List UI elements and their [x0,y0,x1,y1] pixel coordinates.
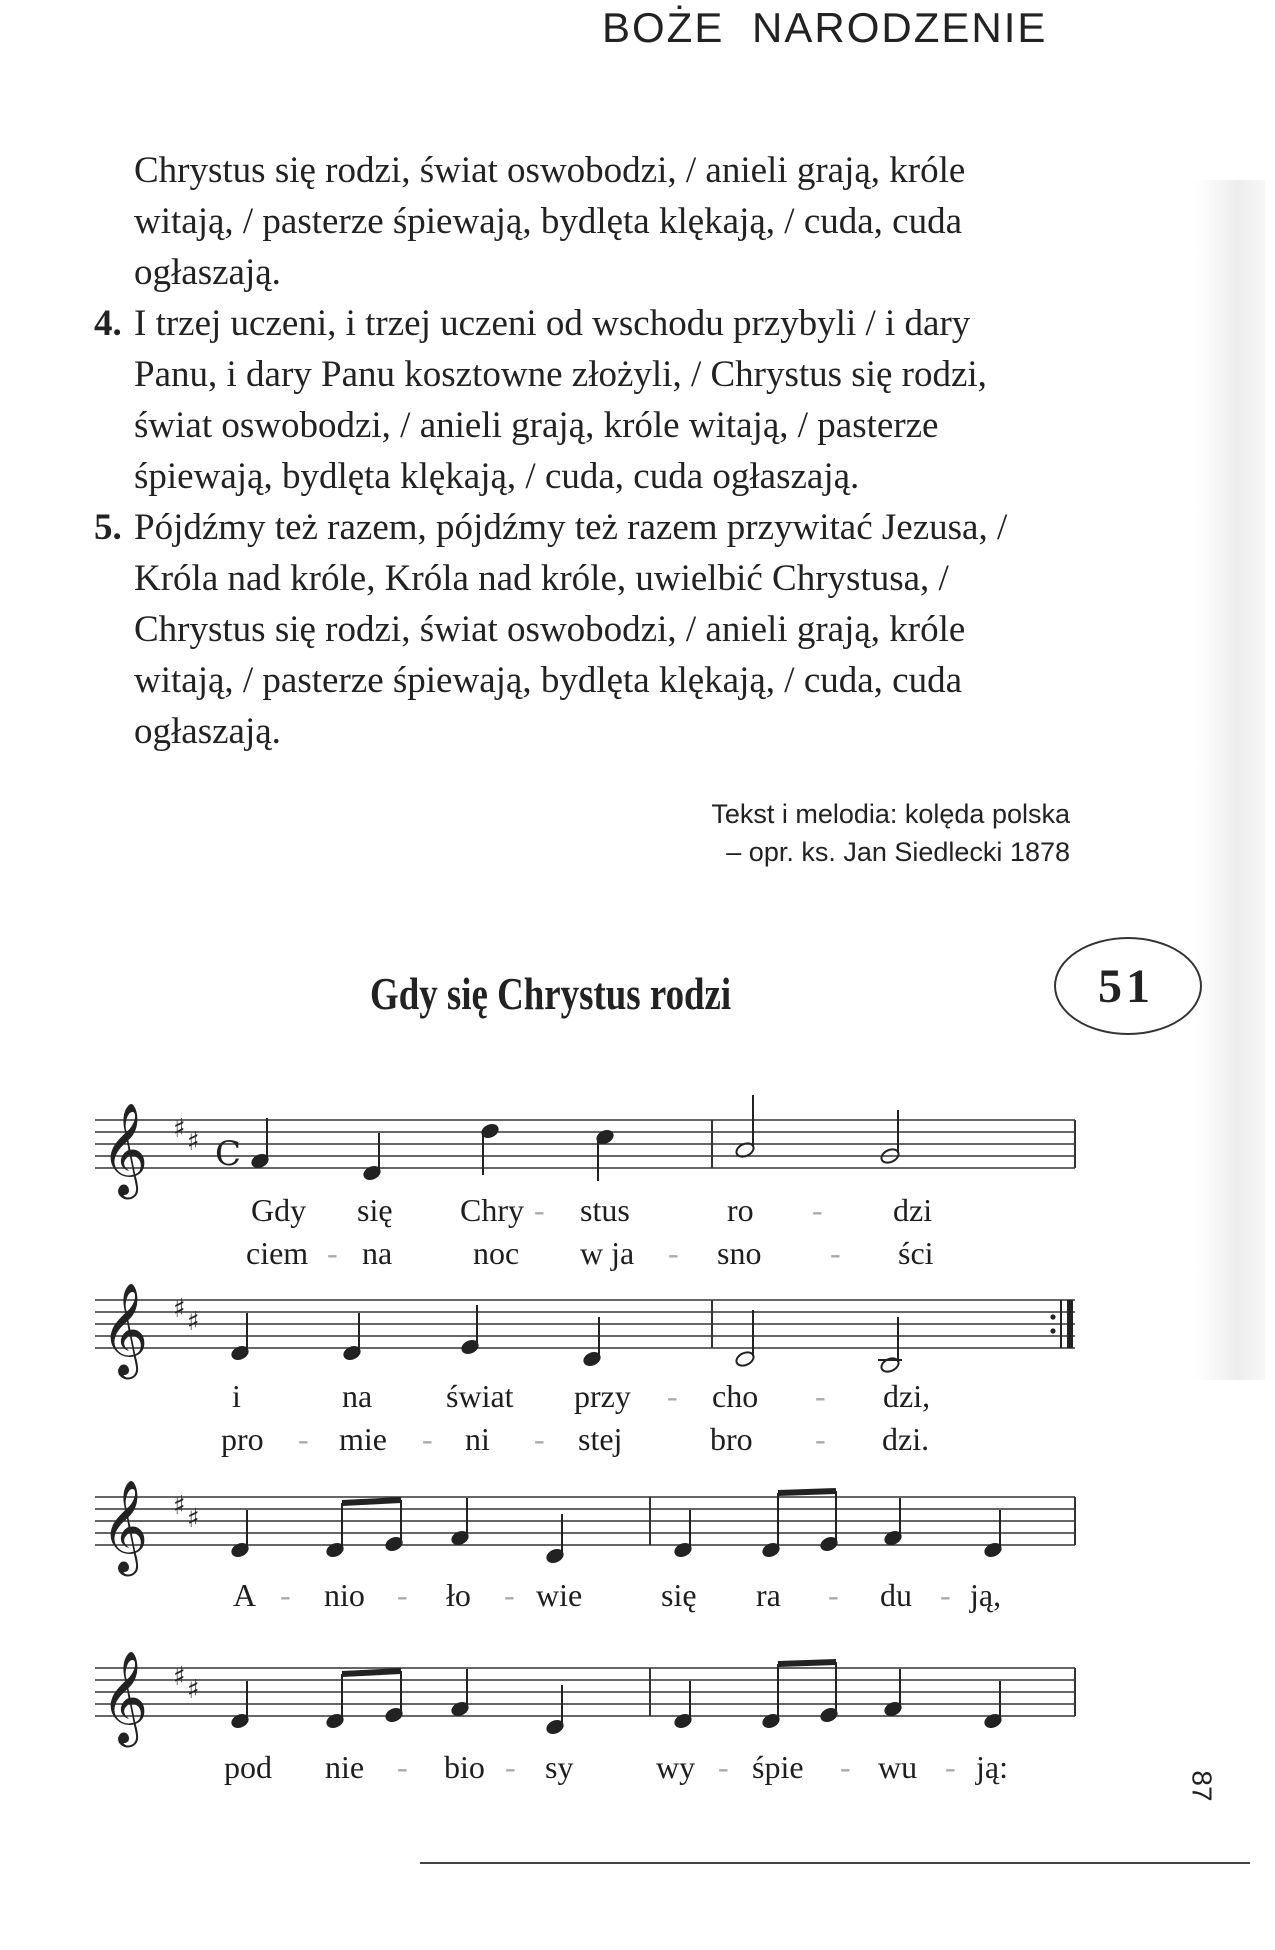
verse-line: Panu, i dary Panu kosztowne złożyli, / Chrystus się rodzi, [134,354,987,395]
lyric-hyphen: - [667,1378,678,1414]
lyric-hyphen: - [505,1749,516,1785]
lyric-hyphen: - [815,1421,826,1457]
credits-line: Tekst i melodia: kolęda polska [711,799,1070,829]
lyric-syllable: pod [224,1749,272,1785]
sharp-icon: ♯ [173,1294,186,1324]
common-time-icon: C [215,1134,242,1174]
treble-clef-icon: 𝄞 [101,1282,149,1375]
lyric-syllable: ra [756,1577,781,1613]
verse-line: Chrystus się rodzi, świat oswobodzi, / anieli grają, króle [134,150,966,191]
sharp-icon: ♯ [173,1491,186,1521]
lyric-hyphen: - [534,1421,545,1457]
lyric-syllable: przy [574,1378,631,1414]
lyrics-line [0,1378,1100,1422]
lyric-hyphen: - [828,1577,839,1613]
lyric-syllable: bro [710,1421,753,1457]
sharp-icon: ♯ [187,1127,200,1157]
lyric-hyphen: - [945,1749,956,1785]
verse-line: ogłaszają. [134,252,281,293]
beam-icon [342,1500,401,1503]
verse-line: śpiewają, bydlęta klękają, / cuda, cuda ogłaszają. [134,456,860,497]
verse-line: Chrystus się rodzi, świat oswobodzi, / anieli grają, króle [134,609,966,650]
lyric-syllable: sno [717,1235,762,1271]
lyric-syllable: wy [656,1749,696,1785]
lyric-syllable: dzi [893,1192,933,1228]
sharp-icon: ♯ [187,1675,200,1705]
lyrics-line [0,1749,1100,1793]
treble-clef-icon: 𝄞 [101,1102,149,1195]
music-staff-2 [95,1265,1085,1395]
song-credits [711,795,1070,871]
lyric-hyphen: - [718,1749,729,1785]
sharp-icon: ♯ [187,1504,200,1534]
lyric-syllable: ro [727,1192,754,1228]
beam-icon [778,1491,836,1493]
verse-line: 5. Pójdźmy też razem, pójdźmy też razem przywitać Jezusa, / [94,502,1094,553]
lyric-syllable: Chry [460,1192,524,1228]
verse-text [94,145,1094,757]
lyric-hyphen: - [940,1577,951,1613]
lyric-hyphen: - [504,1577,515,1613]
repeat-dot-icon [1050,1314,1055,1319]
lyric-syllable: dzi. [882,1421,930,1457]
page-number: 87 [1186,1770,1218,1802]
sharp-icon: ♯ [173,1114,186,1144]
lyric-syllable: się [661,1577,697,1613]
lyrics-line [0,1421,1100,1465]
footer-rule [420,1862,1250,1864]
lyric-syllable: Gdy [251,1192,307,1228]
lyric-hyphen: - [534,1192,545,1228]
music-staff-3 [95,1462,1085,1592]
sharp-icon: ♯ [187,1307,200,1337]
lyrics-line [0,1577,1100,1621]
lyric-syllable: stus [580,1192,630,1228]
lyric-hyphen: - [327,1235,338,1271]
lyric-syllable: nio [324,1577,365,1613]
lyric-syllable: du [880,1577,912,1613]
lyric-syllable: noc [473,1235,520,1271]
lyric-syllable: mie [339,1421,387,1457]
lyric-syllable: wu [878,1749,918,1785]
lyric-syllable: A [233,1577,257,1613]
lyric-syllable: na [362,1235,393,1271]
lyric-hyphen: - [397,1577,408,1613]
lyric-syllable: ło [446,1577,471,1613]
lyric-syllable: świat [446,1378,514,1414]
lyric-hyphen: - [280,1577,291,1613]
treble-clef-icon: 𝄞 [101,1479,149,1572]
repeat-dot-icon [1050,1328,1055,1333]
lyric-syllable: ści [898,1235,934,1271]
lyric-syllable: i [232,1378,241,1414]
lyric-hyphen: - [668,1235,679,1271]
lyric-hyphen: - [815,1378,826,1414]
lyric-hyphen: - [840,1749,851,1785]
page-edge-shadow [1195,180,1265,1380]
treble-clef-icon: 𝄞 [101,1650,149,1743]
song-number: 51 [1098,960,1154,1013]
beam-icon [342,1671,401,1674]
music-staff-4 [95,1633,1085,1763]
lyric-hyphen: - [298,1421,309,1457]
verse-line: ogłaszają. [134,711,281,752]
lyric-syllable: wie [536,1577,583,1613]
verse-line: Króla nad króle, Króla nad króle, uwielbić Chrystusa, / [134,558,949,599]
lyric-syllable: ciem [246,1235,309,1271]
verse-number: 4. [94,303,122,344]
section-header: BOŻE NARODZENIE [602,4,1048,51]
lyric-syllable: na [342,1378,373,1414]
beam-icon [778,1662,836,1664]
lyric-hyphen: - [830,1235,841,1271]
lyric-syllable: pro [221,1421,264,1457]
lyric-syllable: się [357,1192,393,1228]
sharp-icon: ♯ [173,1662,186,1692]
lyric-syllable: bio [444,1749,485,1785]
song-title: Gdy się Chrystus rodzi [370,969,732,1019]
verse-line: 4. I trzej uczeni, i trzej uczeni od wschodu przybyli / i dary [94,298,1094,349]
lyrics-line [0,1192,1100,1236]
lyric-syllable: sy [545,1749,574,1785]
verse-line: witają, / pasterze śpiewają, bydlęta klękają, / cuda, cuda [134,201,963,242]
verse-line: witają, / pasterze śpiewają, bydlęta klękają, / cuda, cuda [134,660,963,701]
lyric-syllable: ją: [976,1749,1008,1785]
lyric-syllable: ni [465,1421,490,1457]
lyric-syllable: cho [712,1378,759,1414]
lyric-hyphen: - [422,1421,433,1457]
lyric-hyphen: - [397,1749,408,1785]
lyric-syllable: stej [578,1421,623,1457]
lyric-syllable: w ja [580,1235,635,1271]
lyric-hyphen: - [812,1192,823,1228]
verse-number: 5. [94,507,122,548]
lyric-syllable: nie [325,1749,365,1785]
verse-line: świat oswobodzi, / anieli grają, króle witają, / pasterze [134,405,939,446]
lyric-syllable: ją, [970,1577,1002,1613]
credits-line: – opr. ks. Jan Siedlecki 1878 [726,837,1070,867]
lyric-syllable: dzi, [883,1378,931,1414]
lyric-syllable: śpie [752,1749,804,1785]
